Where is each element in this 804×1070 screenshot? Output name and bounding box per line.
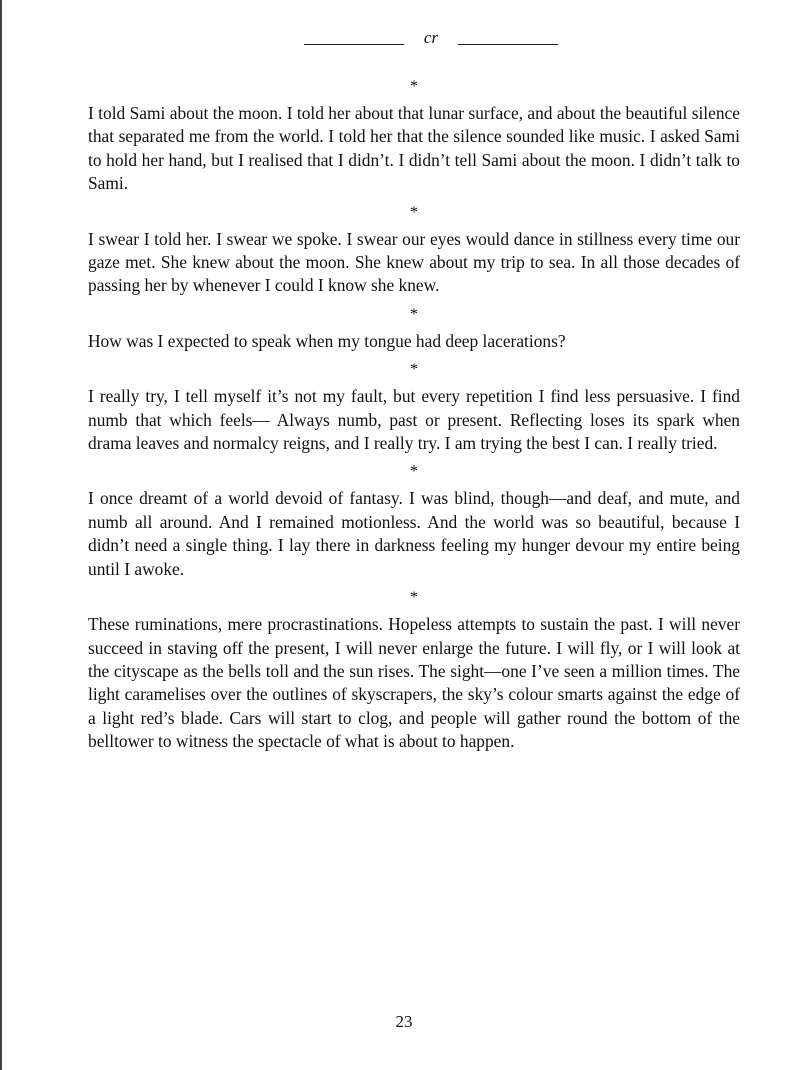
section-separator: * <box>410 203 418 221</box>
header-rule-right <box>458 44 558 45</box>
running-header <box>2 28 804 50</box>
section-separator: * <box>410 589 418 607</box>
header-rule-left <box>304 44 404 45</box>
paragraph: I really try, I tell myself it’s not my fault, but every repetition I find less persuasive. I find numb that which feels— Always numb, past or present. Reflecting loses its spark when drama leaves and normalcy reigns, and I really try. I am trying the best I can. I really tried. <box>88 386 740 454</box>
header-title: cr <box>423 28 439 47</box>
paragraph: How was I expected to speak when my tongue had deep lacerations? <box>88 330 566 351</box>
paragraph: These ruminations, mere procrastinations. Hopeless attempts to sustain the past. I will never succeed in staving off the present, I will never enlarge the future. I will fly, or I will look at the cityscape as the bells toll and the sun rises. The sight—one I’ve seen a million times. The light caramelises over the outlines of skyscrapers, the sky’s colour smarts against the edge of a light red’s blade. Cars will start to clog, and people will gather round the bottom of the belltower to witness the spectacle of what is about to happen. <box>88 614 740 752</box>
section-separator: * <box>410 361 418 379</box>
body-text <box>88 80 740 764</box>
paragraph: I told Sami about the moon. I told her about that lunar surface, and about the beautiful silence that separated me from the world. I told her that the silence sounded like music. I asked Sami to hold her hand, but I realised that I didn’t. I didn’t tell Sami about the moon. I didn’t talk to Sami. <box>88 103 740 194</box>
paragraph: I once dreamt of a world devoid of fantasy. I was blind, though—and deaf, and mute, and numb all around. And I remained motionless. And the world was so beautiful, because I didn’t need a single thing. I lay there in darkness feeling my hunger devour my entire being until I awoke. <box>88 488 740 579</box>
page-number: 23 <box>395 1012 413 1031</box>
paragraph: I swear I told her. I swear we spoke. I swear our eyes would dance in stillness every time our gaze met. She knew about the moon. She knew about my trip to sea. In all those decades of passing her by whenever I could I know she knew. <box>88 228 740 296</box>
section-separator: * <box>410 78 418 95</box>
section-separator: * <box>410 463 418 481</box>
section-separator: * <box>410 305 418 323</box>
